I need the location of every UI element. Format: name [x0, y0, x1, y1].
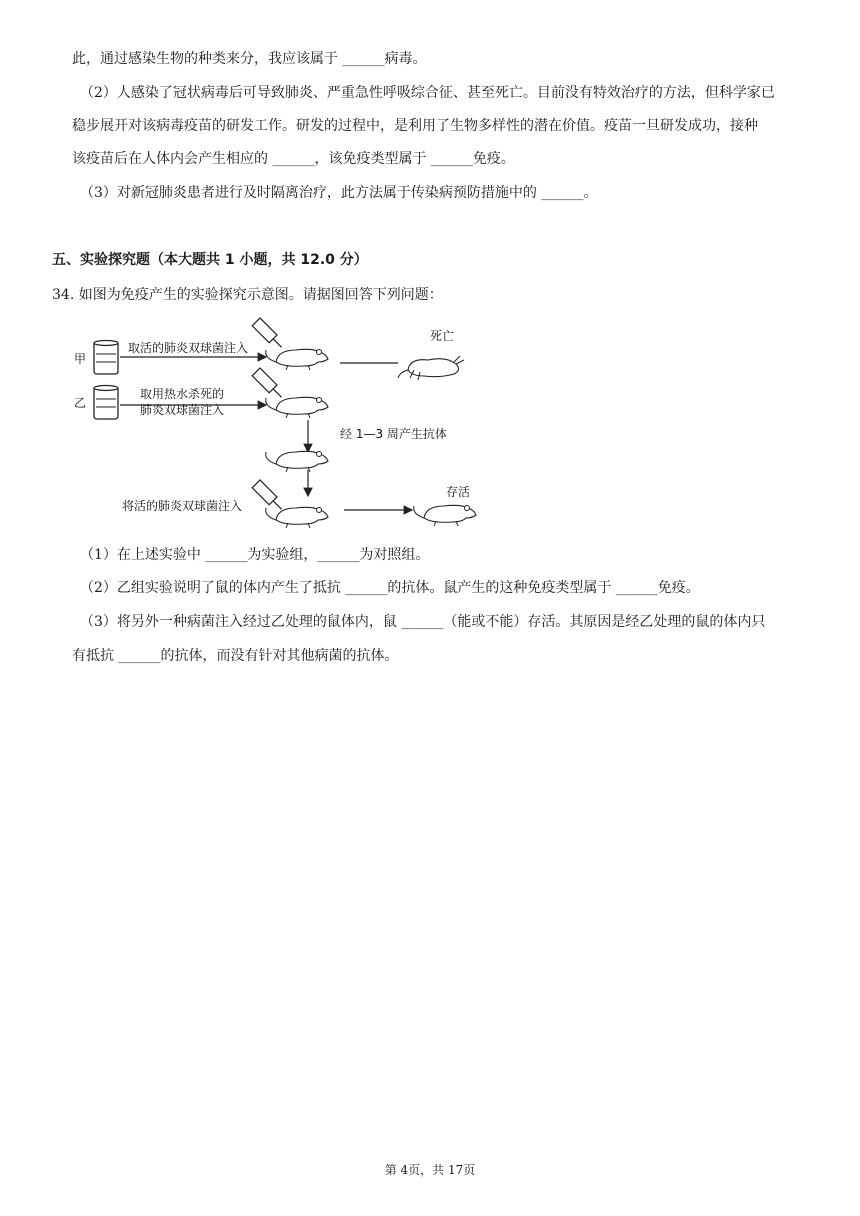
q33-part2-line3: 该疫苗后在人体内会产生相应的 ______，该免疫类型属于 ______免疫。 — [72, 151, 515, 167]
syringe-icon — [252, 318, 285, 351]
question-34-stem: 34. 如图为免疫产生的实验探究示意图。请据图回答下列问题： — [52, 287, 443, 303]
section-heading: 五、实验探究题（本大题共 1 小题，共 12.0 分） — [52, 252, 368, 268]
experiment-diagram-svg — [60, 310, 500, 535]
label-live-inject: 取活的肺炎双球菌注入 — [128, 341, 249, 355]
mouse-icon — [266, 451, 328, 472]
experiment-diagram — [60, 310, 500, 535]
question-34-sub2: （2）乙组实验说明了鼠的体内产生了抵抗 ______的抗体。鼠产生的这种免疫类型属于 ______免疫。 — [80, 580, 700, 596]
mouse-icon — [266, 397, 328, 418]
question-34-sub3-line2: 有抵抗 ______的抗体，而没有针对其他病菌的抗体。 — [72, 648, 399, 664]
label-death: 死亡 — [430, 329, 455, 343]
syringe-icon — [252, 368, 285, 401]
mouse-icon — [266, 507, 328, 528]
page-footer: 第 4页，共 17页 — [384, 1163, 476, 1177]
label-yi: 乙 — [74, 396, 87, 410]
label-antibody: 经 1—3 周产生抗体 — [340, 427, 447, 441]
continued-text-line: 此，通过感染生物的种类来分，我应该属于 ______病毒。 — [72, 51, 427, 67]
question-34-sub3-line1: （3）将另外一种病菌注入经过乙处理的鼠体内，鼠 ______（能或不能）存活。其原因是经乙处理的鼠的体内只 — [80, 614, 766, 630]
label-heat-killed-1: 取用热水杀死的 — [140, 387, 225, 401]
question-34-sub1: （1）在上述实验中 ______为实验组，______为对照组。 — [80, 547, 430, 563]
q33-part2-line1: （2）人感染了冠状病毒后可导致肺炎、严重急性呼吸综合征、甚至死亡。目前没有特效治疗的方法，但科学家已 — [80, 85, 775, 101]
beaker-icon — [94, 341, 118, 375]
label-heat-killed-2: 肺炎双球菌注入 — [140, 403, 225, 417]
label-survive: 存活 — [446, 485, 471, 499]
beaker-icon — [94, 386, 118, 420]
label-live-inject-2: 将活的肺炎双球菌注入 — [122, 499, 243, 513]
label-jia: 甲 — [74, 352, 87, 366]
q33-part2-line2: 稳步展开对该病毒疫苗的研发工作。研发的过程中，是利用了生物多样性的潜在价值。疫苗一旦研发成功，接种 — [72, 118, 758, 134]
mouse-icon — [266, 349, 328, 370]
dead-mouse-icon — [398, 356, 464, 380]
syringe-icon — [252, 480, 285, 513]
mouse-icon — [414, 505, 476, 526]
q33-part3-line1: （3）对新冠肺炎患者进行及时隔离治疗，此方法属于传染病预防措施中的 ______。 — [80, 185, 598, 201]
